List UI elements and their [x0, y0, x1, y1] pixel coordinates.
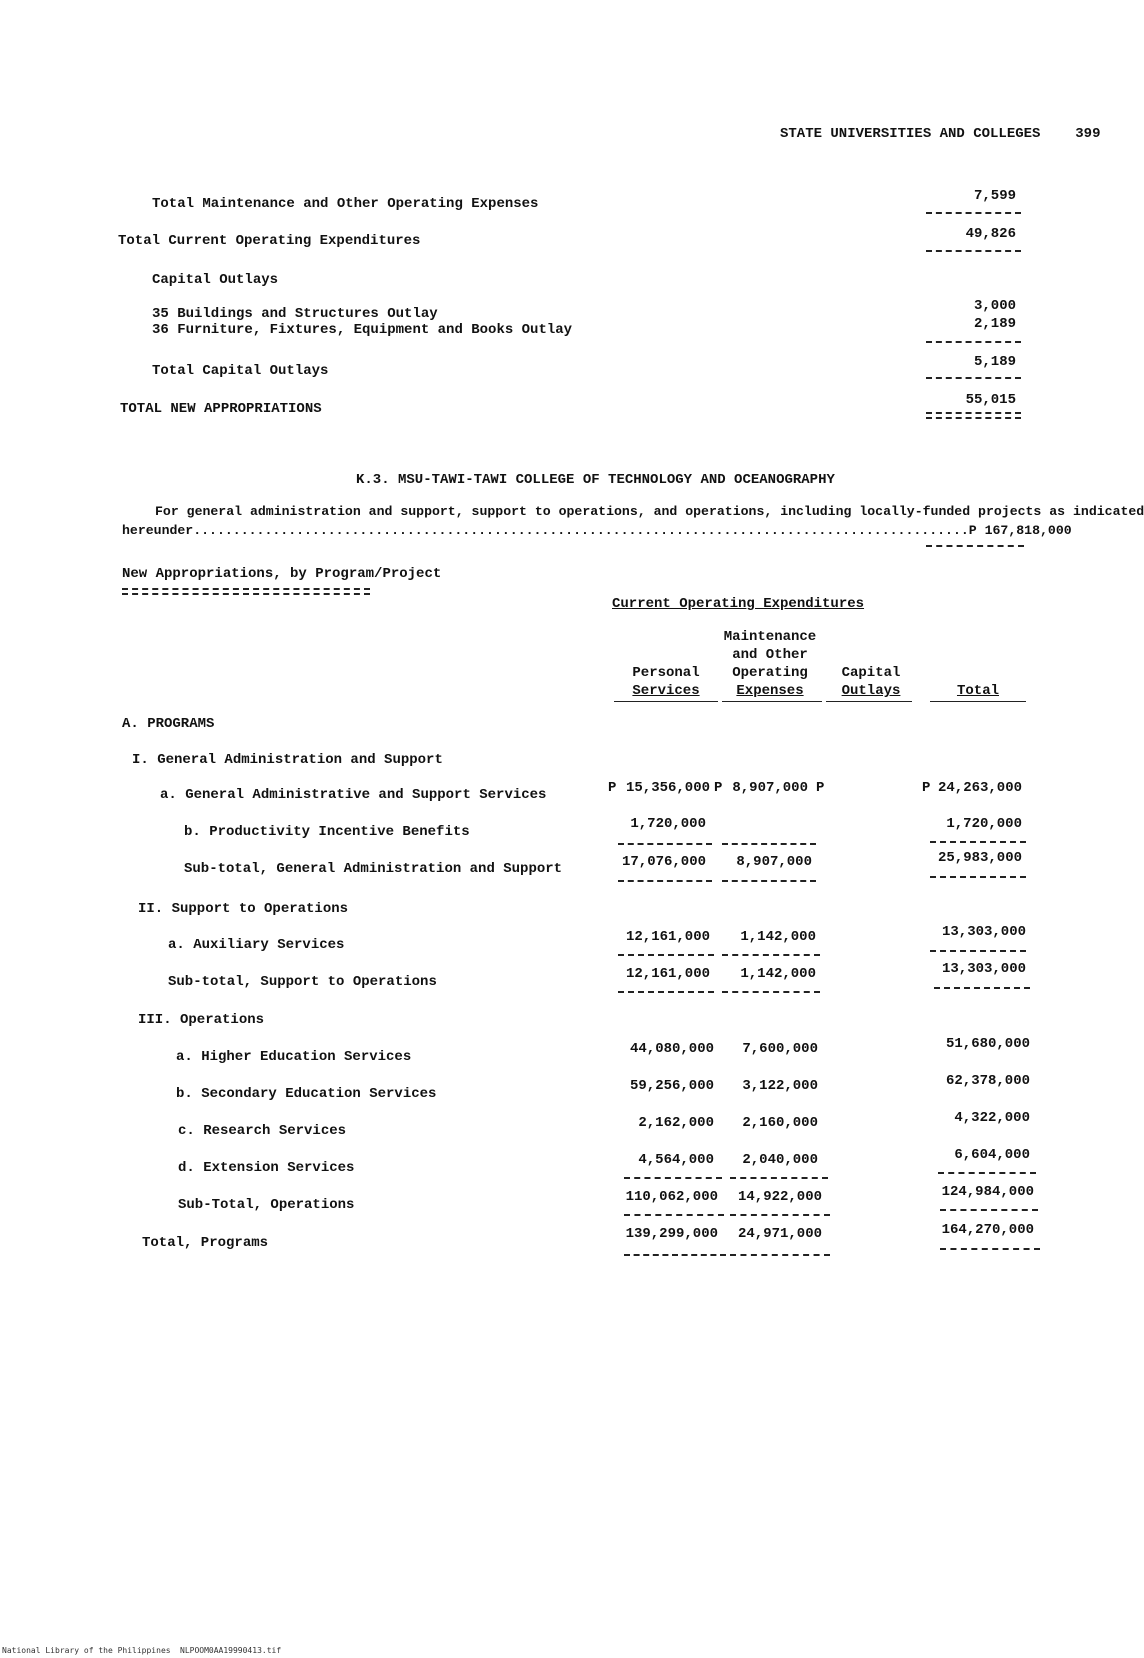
rs-mooe: 2,160,000	[742, 1115, 818, 1131]
rule	[930, 950, 1026, 952]
rule	[826, 701, 912, 702]
rs-label: c. Research Services	[178, 1123, 347, 1139]
footer-file: NLPOOM0AA19990413.tif	[180, 1646, 282, 1655]
sub-gas-label: Sub-total, General Administration and Support	[184, 861, 563, 877]
rule	[926, 341, 1021, 343]
sub-sto-ps: 12,161,000	[625, 966, 710, 982]
hes-label: a. Higher Education Services	[176, 1049, 412, 1065]
sto-heading: II. Support to Operations	[138, 901, 349, 917]
rule	[930, 841, 1026, 843]
gass-mooe: 8,907,000	[732, 780, 808, 796]
aux-label: a. Auxiliary Services	[168, 937, 345, 953]
section-title: K.3. MSU-TAWI-TAWI COLLEGE OF TECHNOLOGY AND OCEANOGRAPHY	[356, 472, 835, 488]
double-rule	[926, 412, 1021, 419]
hes-total: 51,680,000	[945, 1036, 1030, 1052]
pib-ps: 1,720,000	[630, 816, 706, 832]
tp-total: 164,270,000	[941, 1222, 1034, 1238]
rule	[930, 701, 1026, 702]
col-ps-line2: Services	[632, 683, 700, 699]
rule	[938, 1172, 1036, 1174]
col-total-header	[930, 682, 1026, 700]
col-mooe-line2: and Other	[732, 647, 808, 663]
rule	[934, 987, 1030, 989]
rule	[722, 880, 816, 882]
header-title: STATE UNIVERSITIES AND COLLEGES	[780, 126, 1041, 142]
ses-label: b. Secondary Education Services	[176, 1086, 437, 1102]
tcoe-value: 49,826	[965, 226, 1016, 242]
aux-ps: 12,161,000	[625, 929, 710, 945]
col-mooe-line1: Maintenance	[723, 629, 817, 645]
pib-total: 1,720,000	[946, 816, 1022, 832]
peso-sign: P	[714, 780, 723, 796]
rule	[624, 1254, 726, 1256]
sub-gas-mooe: 8,907,000	[736, 854, 812, 870]
gas-heading: I. General Administration and Support	[132, 752, 443, 768]
sub-ops-mooe: 14,922,000	[737, 1189, 822, 1205]
sub-gas-ps: 17,076,000	[621, 854, 706, 870]
item35-label: 35 Buildings and Structures Outlay	[152, 306, 438, 322]
tco-value: 5,189	[973, 354, 1016, 370]
col-ps-line1: Personal	[632, 665, 700, 681]
col-mooe-line4: Expenses	[736, 683, 804, 699]
tmooe-label: Total Maintenance and Other Operating Expenses	[152, 196, 539, 212]
footer-source: National Library of the Philippines	[2, 1646, 171, 1655]
sub-ops-ps: 110,062,000	[625, 1189, 718, 1205]
item36-label: 36 Furniture, Fixtures, Equipment and Books Outlay	[152, 322, 573, 338]
item35-value: 3,000	[973, 298, 1016, 314]
rule	[926, 545, 1024, 547]
programs-heading: A. PROGRAMS	[122, 716, 215, 732]
col-mooe-header	[718, 628, 822, 700]
tna-value: 55,015	[965, 392, 1016, 408]
col-mooe-line3: Operating	[732, 665, 808, 681]
running-header	[780, 126, 1100, 142]
col-group-header: Current Operating Expenditures	[612, 596, 865, 612]
col-co-line1: Capital	[841, 665, 901, 681]
sub-sto-mooe: 1,142,000	[740, 966, 816, 982]
es-mooe: 2,040,000	[742, 1152, 818, 1168]
tp-ps: 139,299,000	[625, 1226, 718, 1242]
rs-total: 4,322,000	[954, 1110, 1030, 1126]
hes-ps: 44,080,000	[629, 1041, 714, 1057]
col-co-line2: Outlays	[841, 683, 901, 699]
double-rule	[122, 588, 370, 595]
rule	[940, 1209, 1038, 1211]
tco-label: Total Capital Outlays	[152, 363, 329, 379]
peso-sign: P	[922, 780, 931, 796]
es-total: 6,604,000	[954, 1147, 1030, 1163]
rule	[624, 1214, 724, 1216]
rule	[722, 701, 822, 702]
rule	[926, 250, 1021, 252]
sub-sto-label: Sub-total, Support to Operations	[168, 974, 437, 990]
col-ps-header	[614, 664, 718, 700]
gass-ps: 15,356,000	[625, 780, 710, 796]
es-ps: 4,564,000	[638, 1152, 714, 1168]
sub-ops-total: 124,984,000	[941, 1184, 1034, 1200]
ses-total: 62,378,000	[945, 1073, 1030, 1089]
ses-ps: 59,256,000	[629, 1078, 714, 1094]
ses-mooe: 3,122,000	[742, 1078, 818, 1094]
col-co-header	[826, 664, 916, 700]
es-label: d. Extension Services	[178, 1160, 355, 1176]
tcoe-label: Total Current Operating Expenditures	[118, 233, 421, 249]
rule	[618, 991, 714, 993]
rule	[618, 843, 712, 845]
gass-label: a. General Administrative and Support Services	[160, 787, 547, 803]
co-label: Capital Outlays	[152, 272, 279, 288]
tna-label: TOTAL NEW APPROPRIATIONS	[120, 401, 322, 417]
rule	[940, 1248, 1040, 1250]
page-number: 399	[1075, 126, 1101, 142]
hes-mooe: 7,600,000	[742, 1041, 818, 1057]
item36-value: 2,189	[973, 316, 1016, 332]
rule	[730, 1214, 830, 1216]
tp-mooe: 24,971,000	[737, 1226, 822, 1242]
rule	[722, 843, 816, 845]
purpose-line2: hereunder..................................................................................................P 167,818,000	[122, 523, 1072, 538]
rule	[618, 880, 712, 882]
gass-total: 24,263,000	[937, 780, 1022, 796]
sub-sto-total: 13,303,000	[941, 961, 1026, 977]
sub-gas-total: 25,983,000	[937, 850, 1022, 866]
sub-ops-label: Sub-Total, Operations	[178, 1197, 355, 1213]
tp-label: Total, Programs	[142, 1235, 269, 1251]
peso-sign: P	[816, 780, 825, 796]
rs-ps: 2,162,000	[638, 1115, 714, 1131]
rule	[618, 954, 714, 956]
rule	[926, 377, 1021, 379]
peso-sign: P	[608, 780, 617, 796]
rule	[926, 212, 1021, 214]
pib-label: b. Productivity Incentive Benefits	[184, 824, 470, 840]
new-approp-label: New Appropriations, by Program/Project	[122, 566, 442, 582]
ops-heading: III. Operations	[138, 1012, 265, 1028]
rule	[722, 991, 820, 993]
rule	[624, 1177, 722, 1179]
rule	[722, 954, 820, 956]
rule	[730, 1254, 830, 1256]
rule	[730, 1177, 828, 1179]
rule	[930, 876, 1026, 878]
col-total-label: Total	[956, 683, 999, 699]
rule	[614, 701, 718, 702]
aux-total: 13,303,000	[941, 924, 1026, 940]
purpose-line1: For general administration and support, support to operations, and operations, including locally-funded projects as indicated	[155, 504, 1144, 519]
tmooe-value: 7,599	[973, 188, 1016, 204]
aux-mooe: 1,142,000	[740, 929, 816, 945]
